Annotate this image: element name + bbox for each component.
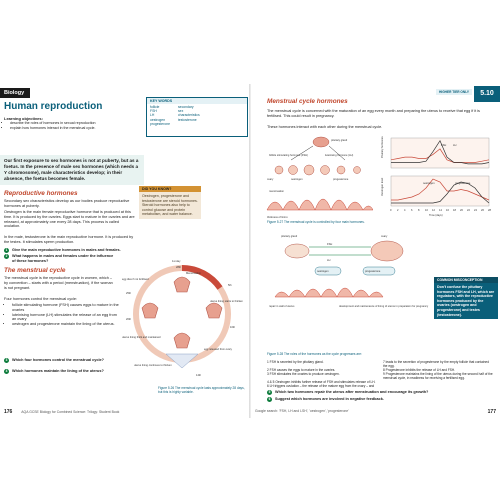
question-3: 3 Which four hormones control the menstrual cycle? [5, 358, 104, 362]
keyword: progesterone [150, 121, 170, 126]
question-number-icon: 6 [268, 397, 271, 401]
flow-label: LH [327, 259, 331, 262]
hormone-role: 4 & 5 Oestrogen inhibits further release of FSH and stimulates release of LH. [267, 380, 376, 384]
diagram-label: luteinising hormone (LH) [325, 154, 354, 157]
x-tick-label: 10 [425, 209, 428, 212]
section-heading: Menstrual cycle hormones [267, 98, 348, 105]
right-page [251, 84, 500, 418]
x-tick-label: 16 [446, 209, 449, 212]
x-tick-label: 4 [404, 209, 406, 212]
subject-tab: Biology [0, 88, 30, 98]
x-tick-label: 26 [481, 209, 484, 212]
x-tick-label: 14 [439, 209, 442, 212]
paragraph: These hormones interact with each other during the menstrual cycle. [267, 125, 383, 129]
hormone-role: 9 Progesterone maintains the lining of the uterus during the second half of the menstrual cycle, in readiness for receiving a fertilised egg. [383, 372, 493, 380]
figure-caption: Figure 5.28 The roles of the hormones as the cycle progresses are: [267, 352, 362, 356]
diagram-label: ovary [267, 178, 274, 181]
question-1: 1 Give the main reproductive hormones in males and females. [5, 248, 121, 252]
objective-item: • describe the roles of hormones in sexual reproduction [10, 121, 96, 126]
cycle-label: 1st day [172, 260, 181, 263]
diagram-label: pituitary gland [331, 139, 348, 142]
x-tick-label: 8 [418, 209, 420, 212]
cycle-label: uterus lining continues to thicken [134, 364, 172, 367]
paragraph: Four hormones control the menstrual cycle: [4, 297, 78, 301]
keyword: sex [177, 109, 184, 114]
footer-text: Google search: 'FSH, LH and LSH', 'oestrogen', 'progesterone' [255, 409, 349, 413]
cycle-label: egg dies if not fertilised [122, 278, 149, 281]
series-label-progesterone: progesterone [455, 182, 471, 185]
common-misconception-box [434, 277, 498, 319]
higher-tier-label: HIGHER TIER ONLY [436, 89, 472, 95]
key-words-heading: KEY WORDS [147, 98, 247, 104]
did-you-know-heading: DID YOU KNOW? [139, 186, 201, 192]
keyword: LH [150, 113, 155, 118]
question-4: 4 Which hormones maintain the lining of the uterus? [5, 369, 104, 373]
question-number-icon: 4 [5, 369, 8, 373]
misconception-body: Don't confuse the pituitary hormones FSH and LH, which are regulators, with the reproductive hormones produced by the ovaries (oestrogen and progesterone) and testes (testosterone). [437, 285, 495, 317]
cycle-label: egg released from ovary [204, 348, 232, 351]
objectives-list [6, 121, 96, 131]
flow-label: pituitary gland [281, 235, 298, 238]
x-tick-label: 18 [453, 209, 456, 212]
diagram-label: menstruation [269, 190, 284, 193]
hormone-item: • luteinising hormone (LH) stimulates the release of an egg from an ovary [12, 313, 120, 323]
menstrual-cycle-diagram [120, 254, 244, 382]
footer [4, 409, 119, 415]
heading-menstrual-cycle: The menstrual cycle [4, 267, 66, 274]
heading-reproductive-hormones: Reproductive hormones [4, 190, 78, 197]
question-number-icon: 1 [5, 248, 8, 252]
intro-box: Our first exposure to sex hormones is not at puberty, but as a foetus. In the presence of male sex hormones (which needs a Y chromosome), male characteristics develop; in their absence, the foetus becomes female. [0, 155, 144, 185]
question-number-icon: 2 [5, 254, 8, 258]
paragraph: Oestrogen is the main female reproductive hormone that is produced at this time. It is produced by the ovaries. Eggs start to mature in the ovaries and are released, at approximately one every 28 days. This process is called ovulation. [4, 210, 135, 229]
x-axis-label: Time (days) [429, 214, 443, 217]
page-number: 177 [487, 409, 496, 415]
series-label-oestrogen: oestrogen [423, 182, 435, 185]
flow-label: repair in wall of uterus [269, 305, 295, 308]
hormone-interaction-diagram [267, 227, 429, 313]
series-label-lh: LH [453, 144, 457, 147]
flow-label: oestrogen [317, 270, 329, 273]
cycle-day: 28th [176, 266, 182, 269]
keyword: testosterone [177, 117, 197, 122]
section-badge: 5.10 [474, 86, 500, 102]
x-tick-label: 2 [397, 209, 399, 212]
x-tick-label: 24 [474, 209, 477, 212]
hormone-list [4, 303, 120, 327]
hormone-level-graph [379, 134, 495, 218]
series-label-fsh: FSH [441, 144, 447, 147]
cycle-day: 10th [230, 326, 236, 329]
diagram-label: thickness of lining [267, 216, 288, 218]
paragraph: The menstrual cycle is concerned with the maturation of an egg every month and preparing the uterus to receive that egg if it is fertilised. This could result in pregnancy. [267, 109, 480, 118]
misconception-heading: COMMON MISCONCEPTION [434, 277, 498, 283]
keyword: FSH [150, 109, 157, 114]
y-axis-label: Pituitary hormones [381, 136, 384, 158]
paragraph: Secondary sex characteristics develop as our bodies produce reproductive hormones at puberty. [4, 199, 130, 208]
hormone-role: 8 Progesterone inhibits the release of LH and FSH. [383, 368, 456, 372]
diagram-label: oestrogen [291, 178, 303, 181]
flow-label: progesterone [365, 270, 381, 273]
key-words-col [150, 105, 170, 126]
key-words-box [146, 97, 248, 137]
figure-caption: Figure 5.26 The menstrual cycle lasts approximately 28 days, but this is highly variable. [158, 386, 245, 394]
keyword: oestrogen [150, 117, 166, 122]
x-tick-label: 12 [432, 209, 435, 212]
hormone-roles-list [267, 360, 493, 388]
cycle-day: 20th [126, 318, 132, 321]
cycle-day: 5th [228, 284, 232, 287]
keyword: secondary [177, 105, 194, 109]
hormone-role: 3 FSH stimulates the ovaries to produce oestrogen. [267, 372, 340, 376]
cycle-day: 25th [126, 292, 132, 295]
footer [255, 409, 496, 415]
question-number-icon: 5 [268, 390, 271, 394]
hormone-role: 6 LH triggers ovulation – the release of the mature egg from the ovary – and [267, 384, 375, 388]
left-page [0, 84, 249, 418]
hormone-role: 2 FSH causes the eggs to mature in the ovaries. [267, 368, 336, 372]
question-5: 5 Which two hormones repair the uterus after menstruation and encourage its growth? [268, 390, 429, 394]
x-tick-label: 0 [390, 209, 392, 212]
question-6: 6 Suggest which hormones are involved in negative feedback. [268, 397, 384, 401]
cycle-label: uterus lining starts to thicken [210, 300, 243, 303]
cycle-label: uterus lining thick and maintained [122, 336, 161, 339]
did-you-know-box [139, 186, 201, 219]
did-you-know-body: Oestrogen, progesterone and testosterone are steroid hormones. Steroid hormones also help to control glucose and protein metabolism, and water balance. [142, 194, 198, 217]
footer-text: AQA GCSE Biology for Combined Science: Trilogy: Student Book [21, 410, 120, 414]
key-words-col [178, 105, 200, 126]
diagram-label: follicle stimulating hormone (FSH) [269, 154, 308, 157]
hormone-item: • follicle stimulating hormone (FSH) causes eggs to mature in the ovaries [12, 303, 120, 313]
hormone-role: 7 leads to the secretion of progesterone by the empty follicle that contained the egg. [383, 360, 489, 368]
x-tick-group [390, 208, 491, 212]
x-tick-label: 6 [411, 209, 413, 212]
x-tick-label: 28 [488, 209, 491, 212]
page-title: Human reproduction [4, 101, 103, 112]
hormone-role: 1 FSH is secreted by the pituitary gland. [267, 360, 324, 364]
cycle-day: 14th [196, 374, 202, 377]
flow-label: FSH [327, 243, 333, 246]
question-number-icon: 3 [5, 358, 8, 362]
page-number: 176 [4, 409, 13, 415]
book-spread [0, 84, 500, 418]
objective-item: • explain how hormones interact in the menstrual cycle. [10, 126, 96, 131]
hormone-item: • oestrogen and progesterone maintain the lining of the uterus. [12, 322, 120, 327]
hormone-release-diagram [265, 134, 373, 218]
x-tick-label: 20 [460, 209, 463, 212]
cycle-label: Menstruation [186, 272, 201, 275]
x-tick-label: 22 [467, 209, 470, 212]
keyword: characteristics [177, 113, 200, 118]
y-axis-label: Oestrogen level [381, 177, 384, 196]
flow-label: development and maintenance of lining of uterus in preparation for pregnancy [339, 305, 429, 308]
diagram-label: progesterone [333, 178, 349, 181]
keyword: follicle [150, 105, 160, 109]
paragraph: In the male, testosterone is the main reproductive hormone. It is produced by the testes. It stimulates sperm production. [4, 235, 134, 244]
flow-label: ovary [381, 235, 388, 238]
paragraph: The menstrual cycle is the reproductive cycle in women, which – by convention – starts with a period (menstruation), if the woman is not pregnant. [4, 276, 113, 290]
question-2: 2 What happens in males and females under the influence of these hormones? [5, 254, 114, 263]
figure-caption: Figure 5.27 The menstrual cycle is controlled by four main hormones. [267, 220, 365, 224]
objectives-heading: Learning objectives: [4, 116, 43, 121]
